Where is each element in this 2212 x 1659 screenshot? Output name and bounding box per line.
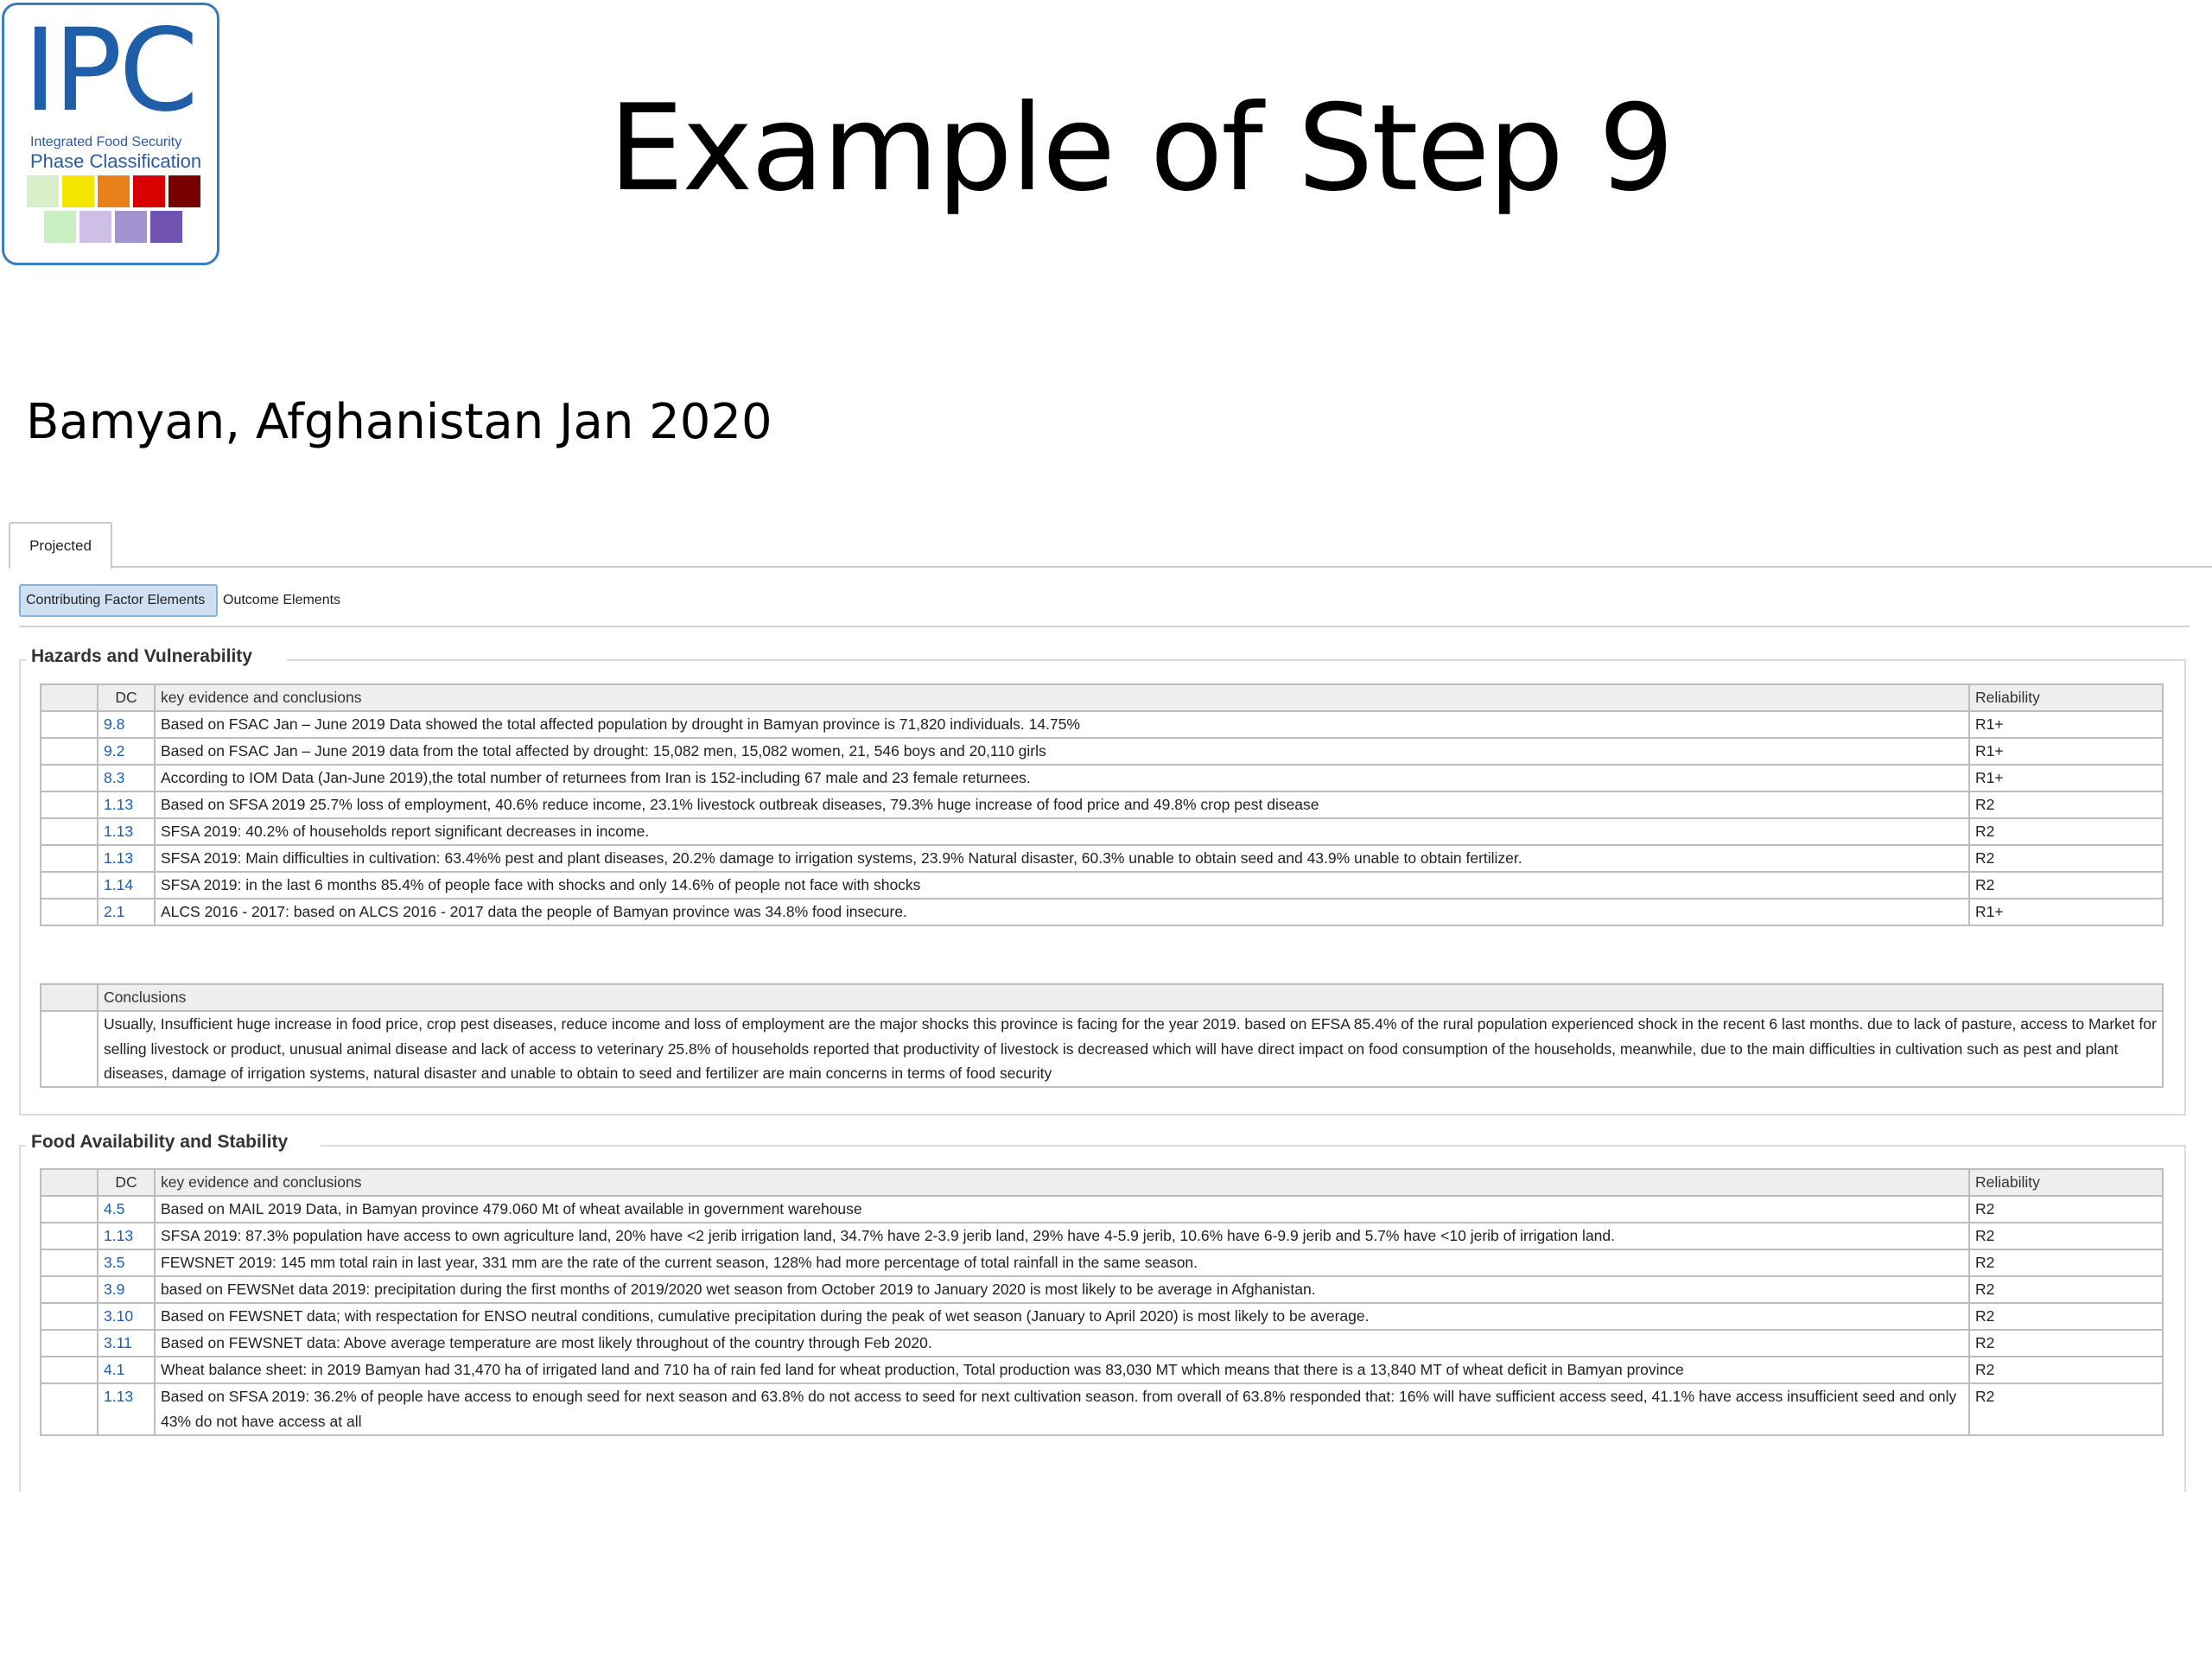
reliability-cell: R1+	[1969, 765, 2163, 791]
row-selector[interactable]	[41, 765, 98, 791]
table-row[interactable]	[41, 791, 2163, 818]
table-row[interactable]	[41, 1276, 2163, 1303]
dc-cell[interactable]: 2.1	[98, 899, 155, 925]
row-selector[interactable]	[41, 1330, 98, 1357]
logo-swatch	[44, 211, 76, 243]
table-row[interactable]	[41, 818, 2163, 845]
reliability-cell: R2	[1969, 1223, 2163, 1249]
table-row[interactable]	[41, 738, 2163, 765]
row-selector[interactable]	[41, 738, 98, 765]
row-selector[interactable]	[41, 1011, 98, 1087]
table-row[interactable]	[41, 1249, 2163, 1276]
dc-cell[interactable]: 9.2	[98, 738, 155, 765]
dc-cell[interactable]: 3.9	[98, 1276, 155, 1303]
reliability-cell: R2	[1969, 1276, 2163, 1303]
dc-column-header: DC	[98, 684, 155, 711]
logo-swatch	[150, 211, 182, 243]
row-selector[interactable]	[41, 1357, 98, 1383]
row-selector[interactable]	[41, 1276, 98, 1303]
reliability-cell: R2	[1969, 1357, 2163, 1383]
logo-subtitle-line2: Phase Classification	[30, 150, 202, 172]
evidence-cell: based on FEWSNet data 2019: precipitation during the first months of 2019/2020 wet season from October 2019 to January 2020 is most likely to be average in Afghanistan.	[155, 1276, 1969, 1303]
dc-cell[interactable]: 9.8	[98, 711, 155, 738]
logo-text: IPC	[23, 4, 195, 137]
conclusions-text: Usually, Insufficient huge increase in food price, crop pest diseases, reduce income and loss of employment are the major shocks this province is facing for the year 2019. based on EFSA 85.4% of the rural population experienced shock in the recent 6 last months. due to lack of pasture, access to Market for selling livestock or product, unusual animal disease and lack of access to veterinary 25.8% of households reported that productivity of livestock is decreased which will have direct impact on food consumption of the households, meanwhile, due to the main difficulties in cultivation such as pest and plant diseases, damage of irrigation systems, natural disaster and unable to obtain to seed and fertilizer are main concerns in terms of food security	[98, 1011, 2163, 1087]
table-row[interactable]	[41, 1357, 2163, 1383]
row-selector-header	[41, 984, 98, 1011]
row-selector[interactable]	[41, 872, 98, 899]
row-selector[interactable]	[41, 899, 98, 925]
conclusions-header: Conclusions	[98, 984, 2163, 1011]
dc-cell[interactable]: 3.5	[98, 1249, 155, 1276]
reliability-cell: R2	[1969, 1383, 2163, 1435]
dc-cell[interactable]: 4.1	[98, 1357, 155, 1383]
row-selector[interactable]	[41, 1196, 98, 1223]
reliability-cell: R1+	[1969, 738, 2163, 765]
hazards-conclusions-table	[40, 983, 2164, 1088]
evidence-cell: SFSA 2019: 87.3% population have access to own agriculture land, 20% have <2 jerib irrigation land, 34.7% have 2-3.9 jerib land, 29% have 4-5.9 jerib, 10.6% have 6-9.9 jerib and 5.7% have <10 jerib of irrigation land.	[155, 1223, 1969, 1249]
hazards-evidence-table	[40, 683, 2164, 926]
evidence-cell: FEWSNET 2019: 145 mm total rain in last year, 331 mm are the rate of the current season, 128% had more percentage of total rainfall in the same season.	[155, 1249, 1969, 1276]
logo-subtitle-line1: Integrated Food Security	[30, 135, 182, 149]
table-row[interactable]	[41, 1303, 2163, 1330]
evidence-cell: ALCS 2016 - 2017: based on ALCS 2016 - 2017 data the people of Bamyan province was 34.8% food insecure.	[155, 899, 1969, 925]
dc-cell[interactable]: 1.13	[98, 818, 155, 845]
table-row[interactable]	[41, 1223, 2163, 1249]
evidence-cell: SFSA 2019: in the last 6 months 85.4% of people face with shocks and only 14.6% of people not face with shocks	[155, 872, 1969, 899]
row-selector-header	[41, 684, 98, 711]
reliability-column-header: Reliability	[1969, 1169, 2163, 1196]
evidence-cell: Based on FEWSNET data; with respectation for ENSO neutral conditions, cumulative precipitation during the peak of wet season (January to April 2020) is most likely to be average.	[155, 1303, 1969, 1330]
tab-outcome-elements[interactable]: Outcome Elements	[223, 593, 341, 607]
row-selector[interactable]	[41, 818, 98, 845]
hazards-vulnerability-legend: Hazards and Vulnerability	[26, 646, 257, 667]
row-selector[interactable]	[41, 1249, 98, 1276]
logo-swatch	[115, 211, 147, 243]
evidence-cell: Based on SFSA 2019 25.7% loss of employment, 40.6% reduce income, 23.1% livestock outbreak diseases, 79.3% huge increase of food price and 49.8% crop pest disease	[155, 791, 1969, 818]
table-row[interactable]	[41, 711, 2163, 738]
subtab-divider	[19, 626, 2190, 627]
reliability-cell: R2	[1969, 872, 2163, 899]
slide-title: Example of Step 9	[608, 79, 1673, 218]
dc-cell[interactable]: 1.13	[98, 1223, 155, 1249]
dc-cell[interactable]: 4.5	[98, 1196, 155, 1223]
evidence-column-header: key evidence and conclusions	[155, 1169, 1969, 1196]
table-row[interactable]	[41, 899, 2163, 925]
reliability-cell: R2	[1969, 1303, 2163, 1330]
dc-cell[interactable]: 1.13	[98, 791, 155, 818]
reliability-cell: R1+	[1969, 711, 2163, 738]
tab-contributing-factor-elements[interactable]: Contributing Factor Elements	[19, 584, 218, 617]
row-selector[interactable]	[41, 1223, 98, 1249]
dc-column-header: DC	[98, 1169, 155, 1196]
table-row[interactable]	[41, 1196, 2163, 1223]
evidence-cell: Based on SFSA 2019: 36.2% of people have access to enough seed for next season and 63.8% do not access to seed for next cultivation season. from overall of 63.8% responded that: 16% will have sufficient access seed, 41.1% have access insufficient seed and only 43% do not have access at all	[155, 1383, 1969, 1435]
reliability-cell: R2	[1969, 791, 2163, 818]
evidence-cell: SFSA 2019: Main difficulties in cultivation: 63.4%% pest and plant diseases, 20.2% damage to irrigation systems, 23.9% Natural disaster, 60.3% unable to obtain seed and 43.9% unable to obtain fertilizer.	[155, 845, 1969, 872]
dc-cell[interactable]: 1.13	[98, 1383, 155, 1435]
row-selector[interactable]	[41, 791, 98, 818]
dc-cell[interactable]: 8.3	[98, 765, 155, 791]
evidence-cell: Based on MAIL 2019 Data, in Bamyan province 479.060 Mt of wheat available in government warehouse	[155, 1196, 1969, 1223]
table-header-row	[41, 1169, 2163, 1196]
table-row[interactable]	[41, 1330, 2163, 1357]
slide-subtitle: Bamyan, Afghanistan Jan 2020	[26, 394, 772, 450]
row-selector[interactable]	[41, 711, 98, 738]
table-row[interactable]	[41, 1383, 2163, 1435]
dc-cell[interactable]: 1.13	[98, 845, 155, 872]
dc-cell[interactable]: 3.10	[98, 1303, 155, 1330]
reliability-cell: R2	[1969, 845, 2163, 872]
evidence-cell: SFSA 2019: 40.2% of households report significant decreases in income.	[155, 818, 1969, 845]
conclusions-header-row	[41, 984, 2163, 1011]
tab-bar-divider	[9, 566, 2212, 568]
table-header-row	[41, 684, 2163, 711]
dc-cell[interactable]: 1.14	[98, 872, 155, 899]
reliability-cell: R2	[1969, 1196, 2163, 1223]
reliability-column-header: Reliability	[1969, 684, 2163, 711]
row-selector[interactable]	[41, 845, 98, 872]
row-selector[interactable]	[41, 1383, 98, 1435]
evidence-column-header: key evidence and conclusions	[155, 684, 1969, 711]
reliability-cell: R1+	[1969, 899, 2163, 925]
row-selector[interactable]	[41, 1303, 98, 1330]
evidence-cell: Based on FEWSNET data: Above average temperature are most likely throughout of the country through Feb 2020.	[155, 1330, 1969, 1357]
reliability-cell: R2	[1969, 1249, 2163, 1276]
tab-projected[interactable]: Projected	[9, 522, 112, 569]
evidence-cell: Wheat balance sheet: in 2019 Bamyan had 31,470 ha of irrigated land and 710 ha of rain fed land for wheat production, Total production was 83,030 MT which means that there is a 13,840 MT of wheat deficit in Bamyan province	[155, 1357, 1969, 1383]
logo-swatch	[79, 211, 111, 243]
table-row[interactable]	[41, 845, 2163, 872]
evidence-cell: Based on FSAC Jan – June 2019 data from the total affected by drought: 15,082 men, 15,082 women, 21, 546 boys and 20,110 girls	[155, 738, 1969, 765]
reliability-cell: R2	[1969, 818, 2163, 845]
dc-cell[interactable]: 3.11	[98, 1330, 155, 1357]
food-availability-legend: Food Availability and Stability	[26, 1132, 293, 1153]
evidence-cell: Based on FSAC Jan – June 2019 Data showed the total affected population by drought in Bamyan province is 71,820 individuals. 14.75%	[155, 711, 1969, 738]
conclusions-row[interactable]	[41, 1011, 2163, 1087]
table-row[interactable]	[41, 765, 2163, 791]
row-selector-header	[41, 1169, 98, 1196]
reliability-cell: R2	[1969, 1330, 2163, 1357]
table-row[interactable]	[41, 872, 2163, 899]
evidence-cell: According to IOM Data (Jan-June 2019),the total number of returnees from Iran is 152-including 67 male and 23 female returnees.	[155, 765, 1969, 791]
food-evidence-table	[40, 1168, 2164, 1436]
